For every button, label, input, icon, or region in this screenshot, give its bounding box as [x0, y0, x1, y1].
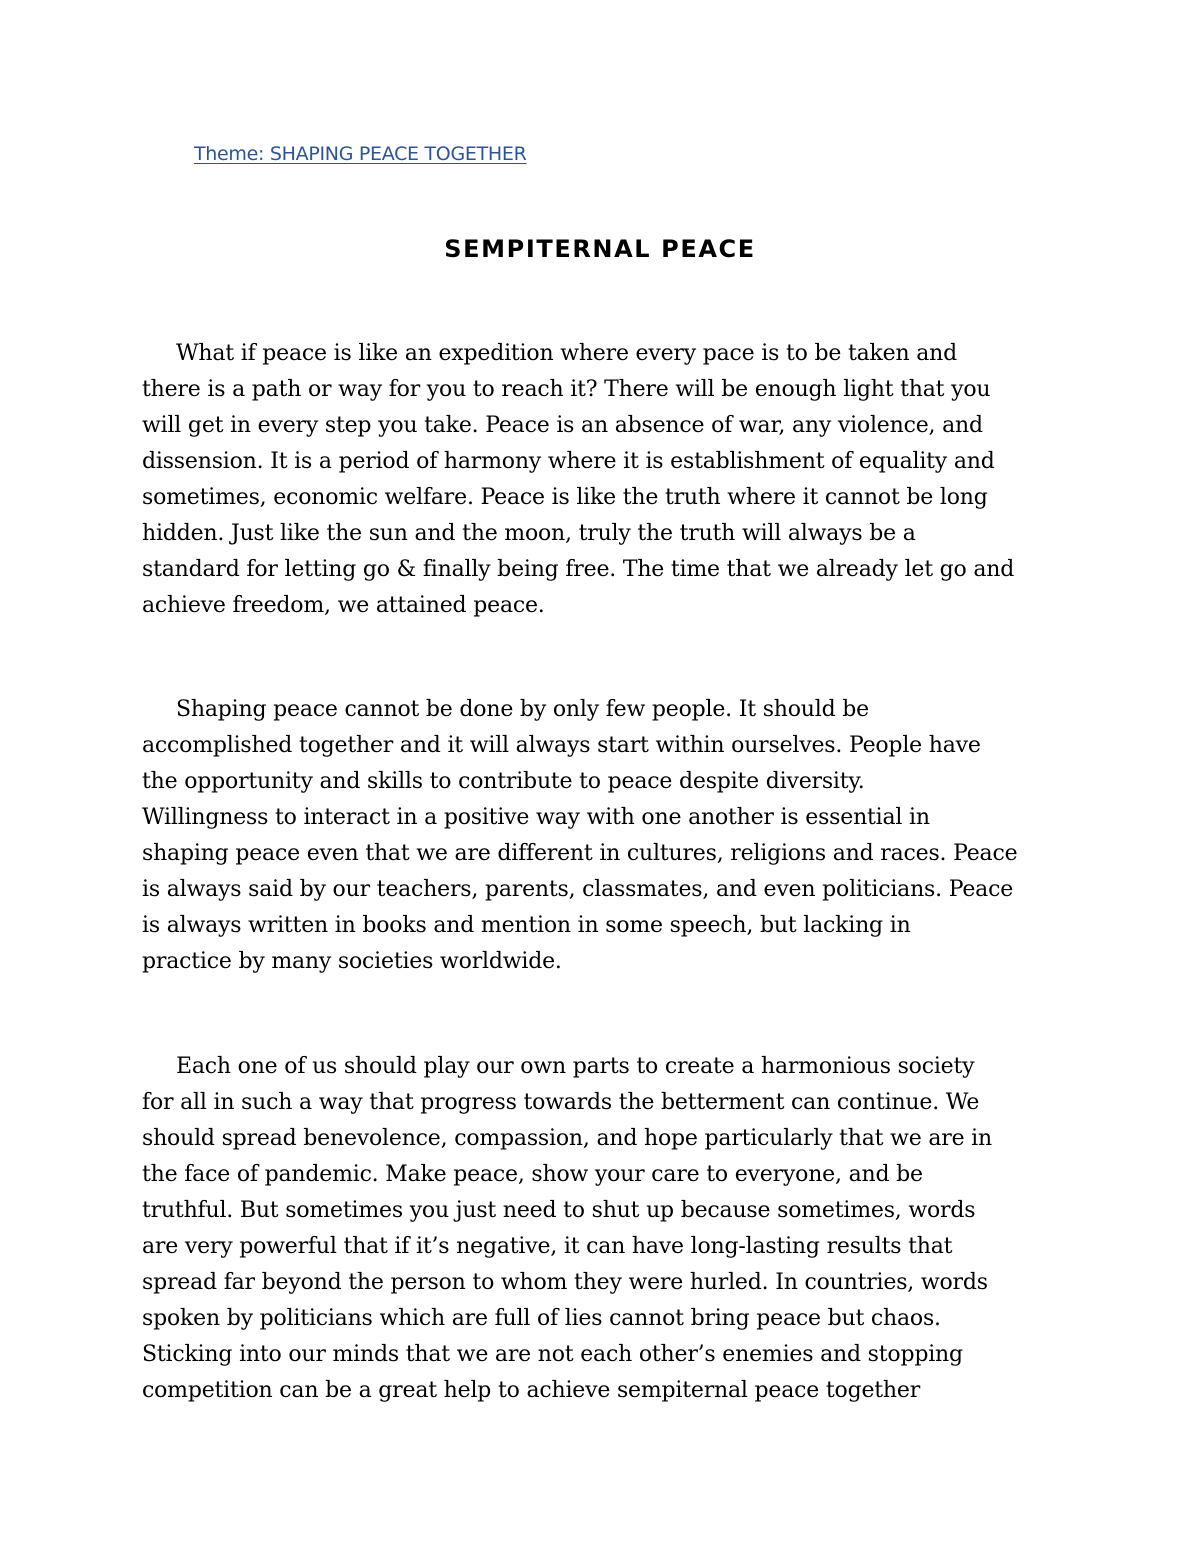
paragraph-line: Willingness to interact in a positive way with one another is essential in [142, 805, 930, 830]
paragraph-line: is always said by our teachers, parents, classmates, and even politicians. Peace [142, 877, 1014, 902]
paragraph-line: will get in every step you take. Peace is an absence of war, any violence, and [142, 413, 983, 438]
paragraph-line: competition can be a great help to achieve sempiternal peace together [142, 1378, 921, 1403]
paragraph-line: the face of pandemic. Make peace, show your care to everyone, and be [142, 1162, 923, 1187]
paragraph-line: the opportunity and skills to contribute to peace despite diversity. [142, 769, 865, 794]
paragraph-line: Shaping peace cannot be done by only few people. It should be [176, 697, 869, 722]
essay-title: SEMPITERNAL PEACE [444, 235, 756, 263]
paragraph-line: is always written in books and mention in some speech, but lacking in [142, 913, 911, 938]
paragraph-line: practice by many societies worldwide. [142, 949, 562, 974]
paragraph-2 [142, 692, 1082, 980]
paragraph-line: Each one of us should play our own parts to create a harmonious society [176, 1054, 975, 1079]
paragraph-line: achieve freedom, we attained peace. [142, 593, 545, 618]
paragraph-line: Sticking into our minds that we are not each other’s enemies and stopping [142, 1342, 963, 1367]
paragraph-line: should spread benevolence, compassion, and hope particularly that we are in [142, 1126, 992, 1151]
paragraph-line: spoken by politicians which are full of lies cannot bring peace but chaos. [142, 1306, 941, 1331]
paragraph-1 [142, 336, 1082, 624]
paragraph-line: shaping peace even that we are different in cultures, religions and races. Peace [142, 841, 1018, 866]
paragraph-line: there is a path or way for you to reach it? There will be enough light that you [142, 377, 991, 402]
paragraph-line: What if peace is like an expedition where every pace is to be taken and [176, 341, 958, 366]
paragraph-3 [142, 1049, 1082, 1409]
paragraph-line: standard for letting go & finally being free. The time that we already let go and [142, 557, 1015, 582]
paragraph-line: truthful. But sometimes you just need to shut up because sometimes, words [142, 1198, 976, 1223]
theme-heading: Theme: SHAPING PEACE TOGETHER [194, 143, 527, 165]
paragraph-line: dissension. It is a period of harmony where it is establishment of equality and [142, 449, 995, 474]
paragraph-line: sometimes, economic welfare. Peace is like the truth where it cannot be long [142, 485, 988, 510]
paragraph-line: hidden. Just like the sun and the moon, truly the truth will always be a [142, 521, 916, 546]
paragraph-line: for all in such a way that progress towards the betterment can continue. We [142, 1090, 980, 1115]
paragraph-line: spread far beyond the person to whom they were hurled. In countries, words [142, 1270, 988, 1295]
paragraph-line: accomplished together and it will always start within ourselves. People have [142, 733, 981, 758]
paragraph-line: are very powerful that if it’s negative, it can have long-lasting results that [142, 1234, 953, 1259]
